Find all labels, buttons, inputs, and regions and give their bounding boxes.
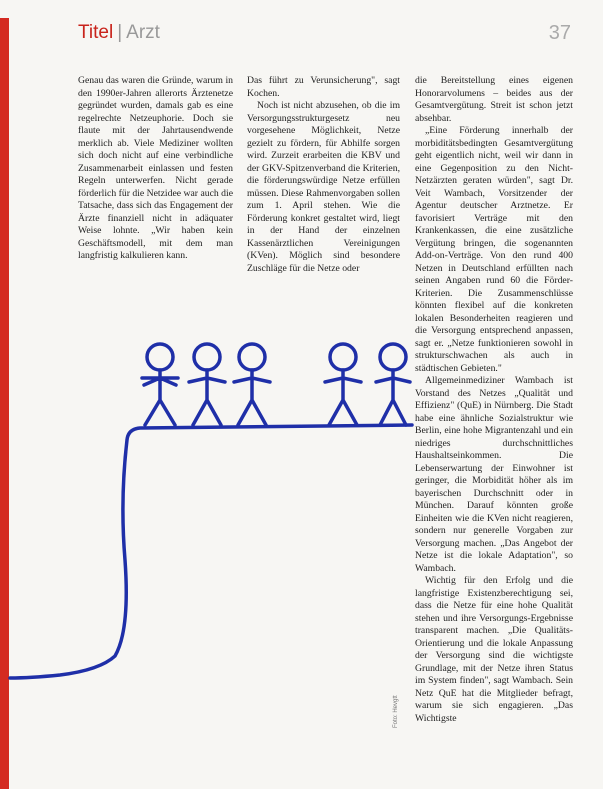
page-number: 37 (548, 22, 571, 44)
paragraph: „Eine Förderung innerhalb der morbiditätsbedingten Gesamtvergütung geht eigentlich nicht, weil wir dann in eine Gegenposition zu den Nicht-Netzärzten geraten würden", sagt Dr. Veit Wambach, Vorsitzender der Agentur deutscher Arztnetze. Er favorisiert Verträge mit den Krankenkassen, die eine zusätzliche Vergütung bringen, die sogenannten Add-on-Verträge. Von den rund 400 Netzen in Deutschland erfüllten nach seinen Angaben rund 60 die Förder-Kriterien. Die Zusammenschlüsse könnten flexibel auf die konkreten lokalen Besonderheiten reagieren und die Versorgung entsprechend anpassen, sagt er. „Netze funktionieren sowohl in strukturschwachen als auch in städtischen Gebieten." (415, 125, 573, 374)
stick-figure-icon (142, 344, 178, 425)
photo-credit: Foto: Hevgtt (393, 695, 399, 728)
stick-figure-icon (234, 344, 270, 425)
section-title: Titel (78, 22, 114, 43)
paragraph: Noch ist nicht abzusehen, ob die im Versorgungsstrukturgesetz neu vorgesehene Möglichkeit, Netze gezielt zu fördern, für Abhilfe sorgen wird. Zurzeit erarbeiten die KBV und der GKV-Spitzenverband die Kriterien, die förderungswürdige Netze erfüllen müssen. Diese Rahmenvorgaben sollen zum 1. April stehen. Wie die Förderung konkret gestaltet wird, liegt in der Hand der einzelnen Kassenärztlichen Vereinigungen (KVen). Möglich sind besondere Zuschläge für die Netze oder (247, 100, 400, 274)
stick-figure-icon (376, 344, 410, 425)
subsection-title: Arzt (126, 22, 160, 43)
paragraph: Allgemeinmediziner Wambach ist Vorstand des Netzes „Qualität und Effizienz" (QuE) in Nürnberg. Die Stadt habe eine ähnliche Sozialstruktur wie Berlin, eine hohe Migrantenzahl und ein niedriges durchschnittliches Haushaltseinkommen. Die Lebenserwartung der Einwohner ist geringer, die Morbidität höher als im bayerischen Durchschnitt oder in München. Darauf könnten große Einheiten wie die KVen nicht reagieren, sondern nur generelle Vorgaben zur Versorgung machen. „Das Angebot der Netze ist die lokale Adaptation", so Wambach. (415, 375, 573, 574)
text-column-1 (78, 75, 233, 263)
cliff-line (10, 425, 412, 678)
stick-figures-cliff-illustration (0, 330, 420, 690)
text-column-2 (247, 75, 400, 275)
paragraph: Genau das waren die Gründe, warum in den 1990er-Jahren allerorts Ärztenetze gegründet wurden, damals gab es eine regelrechte Netzeuphorie. Doch sie flaute mit der Jahrtausendwende merklich ab. Viele Mediziner wollten sich doch nicht auf eine verbindliche Zusammenarbeit einlassen und festen Regeln unterwerfen. Nicht gerade förderlich für die Netzidee war auch die Tatsache, dass sich das Engagement der Ärzte finanziell nicht in adäquater Weise lohnte. „Wir haben kein Geschäftsmodell, mit dem man langfristig kalkulieren kann. (78, 75, 233, 261)
stick-figure-icon (325, 344, 361, 425)
paragraph: Wichtig für den Erfolg und die langfristige Existenzberechtigung sei, dass die Netze für eine hohe Qualität stehen und ihre Versorgungs-Ergebnisse transparent machen. „Die Qualitäts-Orientierung und die lokale Anpassung der Versorgung sind die wichtigste Grundlage, mit der Netze ihren Status im System finden", sagt Wambach. Sein Netz QuE hat die Mitglieder befragt, warum sie sich engagieren. „Das Wichtigste (415, 575, 573, 724)
stick-figure-icon (189, 344, 225, 425)
paragraph: Das führt zu Verunsicherung", sagt Kochen. (247, 75, 400, 99)
page-header (78, 22, 160, 44)
paragraph: die Bereitstellung eines eigenen Honorarvolumens – beides aus der Gesamtvergütung. Streit ist schon jetzt absehbar. (415, 75, 573, 124)
text-column-3 (415, 75, 573, 725)
header-separator: | (117, 22, 123, 43)
